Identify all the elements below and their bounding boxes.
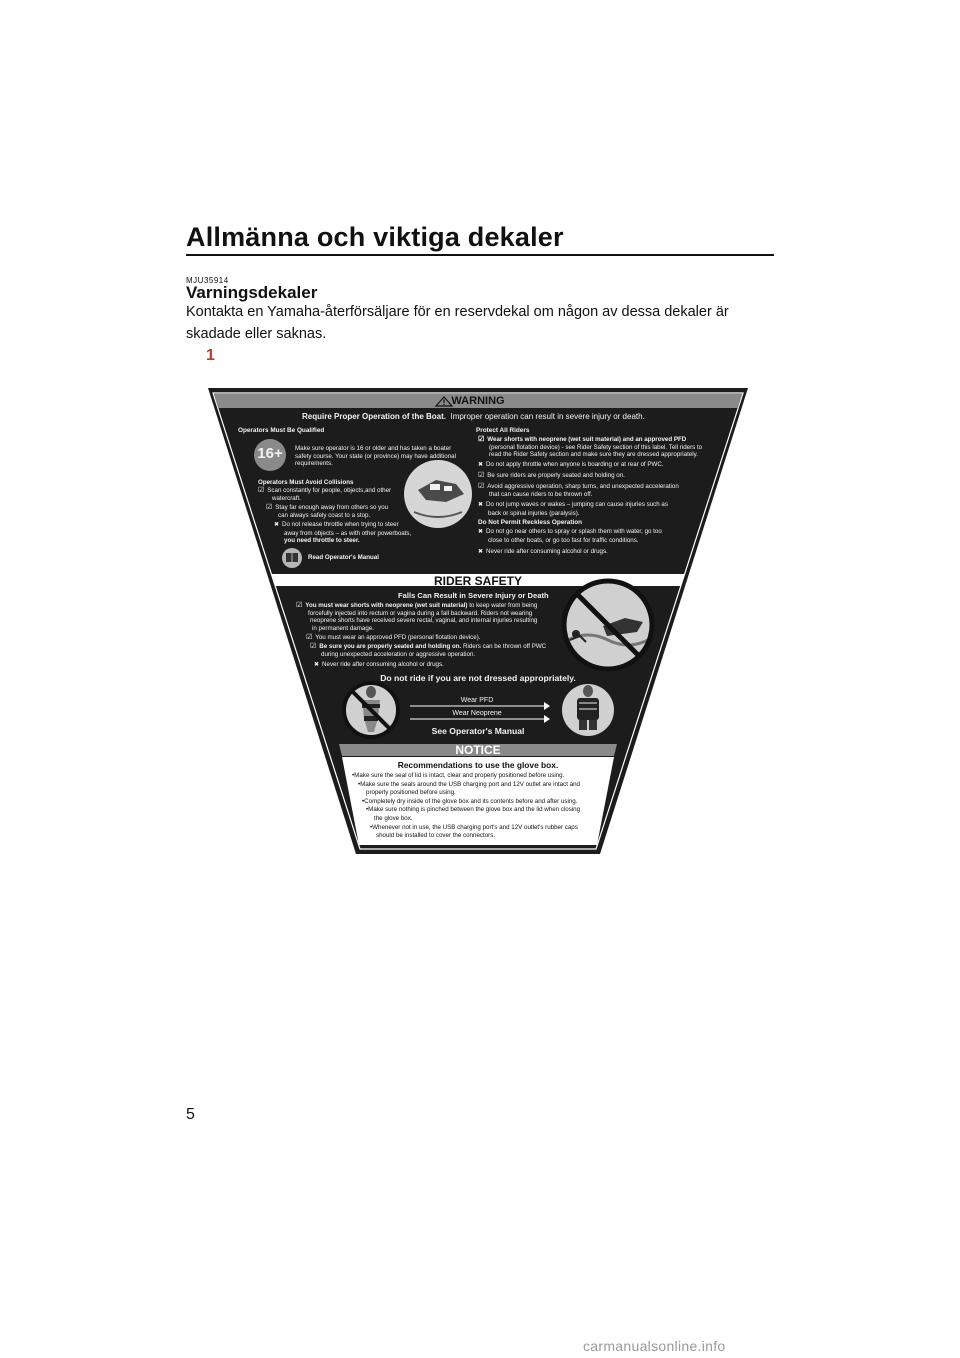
age-badge-text: 16+ [257, 445, 283, 462]
protect-item: ☑ Be sure riders are properly seated and holding on. [478, 472, 625, 480]
reckless-title: Do Not Permit Reckless Operation [478, 519, 583, 526]
title-divider [186, 254, 774, 256]
see-manual-label: See Operator's Manual [431, 726, 525, 736]
rider-safety-subheading: Falls Can Result in Severe Injury or Death [398, 591, 549, 600]
warning-heading: WARNING [451, 395, 505, 407]
label-callout-number: 1 [206, 347, 215, 364]
boat-collision-icon [404, 460, 472, 528]
notice-text: •Make sure the seal of lid is intact, clear and properly positioned before using. •Make sure the seals around the USB charging port and 12V outlet are intact and properly positioned before using. •Completely dry inside of the glove box and its contents before and after using. •Make sure nothing is pinched between the glove box and the lid when closing the glove box. •Whenever not in use, the USB charging port's and 12V outlet's rubber caps should be installed to cover the connectors. [352, 772, 581, 840]
intro-paragraph: Kontakta en Yamaha-återförsäljare för en reservdekal om någon av dessa dekaler är skadade eller saknas. [186, 304, 729, 342]
notice-title: Recommendations to use the glove box. [397, 760, 559, 770]
read-manual-icon [282, 548, 302, 568]
qualified-text: Make sure operator is 16 or older and has taken a boater safety course. Your state (or province) may have additional requirements. [295, 445, 456, 467]
rider-safety-item: ☑ You must wear an approved PFD (personal flotation device). [306, 634, 481, 642]
protect-item: ✖ Do not apply throttle when anyone is boarding or at rear of PWC. [478, 461, 664, 470]
rider-safety-heading: RIDER SAFETY [433, 574, 522, 588]
reckless-item: ✖ Do not go near others to spray or splash them with water, go too close to other boats, or go too fast for traffic conditions. [478, 528, 662, 544]
read-manual-label: Read Operator's Manual [308, 554, 379, 561]
collisions-item: ✖ Do not release throttle when trying to steer away from objects – as with other powerboats, you need throttle to steer. [274, 521, 411, 545]
protect-item: ☑ Avoid aggressive operation, sharp turns, and unexpected acceleration that can cause riders to be thrown off. [478, 483, 679, 498]
collisions-item: ☑ Scan constantly for people, objects,and other watercraft. [258, 487, 391, 502]
require-line [302, 412, 645, 421]
section-title: Varningsdekaler [186, 283, 318, 302]
require-rest: Improper operation can result in severe injury or death. [450, 412, 645, 421]
collisions-item: ☑ Stay far enough away from others so you can always safely coast to a stop. [266, 504, 388, 519]
reckless-item: ✖ Never ride after consuming alcohol or drugs. [478, 548, 608, 557]
section-code: MJU35914 [186, 276, 229, 285]
protect-item: ☑ Wear shorts with neoprene (wet suit material) and an approved PFD (personal flotation device) - see Rider Safety section of this label. Tell riders to read the Rider Safety section and make sure they are dressed appropriately. [478, 436, 702, 459]
dress-warning: Do not ride if you are not dressed appropriately. [380, 673, 576, 683]
arrow-neoprene-label: Wear Neoprene [452, 710, 502, 717]
collisions-title: Operators Must Avoid Collisions [258, 479, 354, 486]
arrow-pfd-label: Wear PFD [460, 697, 494, 704]
no-falling-rider-icon [564, 581, 652, 669]
rider-safety-item: ✖ Never ride after consuming alcohol or drugs. [314, 661, 444, 670]
watermark: carmanualsonline.info [583, 1338, 726, 1354]
rider-safety-item: ☑ Be sure you are properly seated and holding on. Riders can be thrown off PWC during unexpected acceleration or aggressive operation. [310, 643, 546, 658]
require-bold: Require Proper Operation of the Boat. [302, 412, 447, 421]
warning-label-decal [208, 388, 748, 858]
rider-safety-item: ☑ You must wear shorts with neoprene (wet suit material) to keep water from being forcefully injected into rectum or vagina during a fall backward. Riders not wearing neoprene shorts have received severe rectal, vaginal, and internal injuries resulting in permanent damage. [296, 602, 537, 632]
page-number: 5 [186, 1106, 195, 1123]
page-title: Allmänna och viktiga dekaler [186, 222, 564, 252]
protect-item: ✖ Do not jump waves or wakes – jumping can cause injuries such as back or spinal injuries (paralysis). [478, 501, 668, 517]
protect-title: Protect All Riders [476, 427, 530, 434]
qualified-title: Operators Must Be Qualified [238, 427, 325, 434]
notice-heading: NOTICE [455, 743, 501, 757]
